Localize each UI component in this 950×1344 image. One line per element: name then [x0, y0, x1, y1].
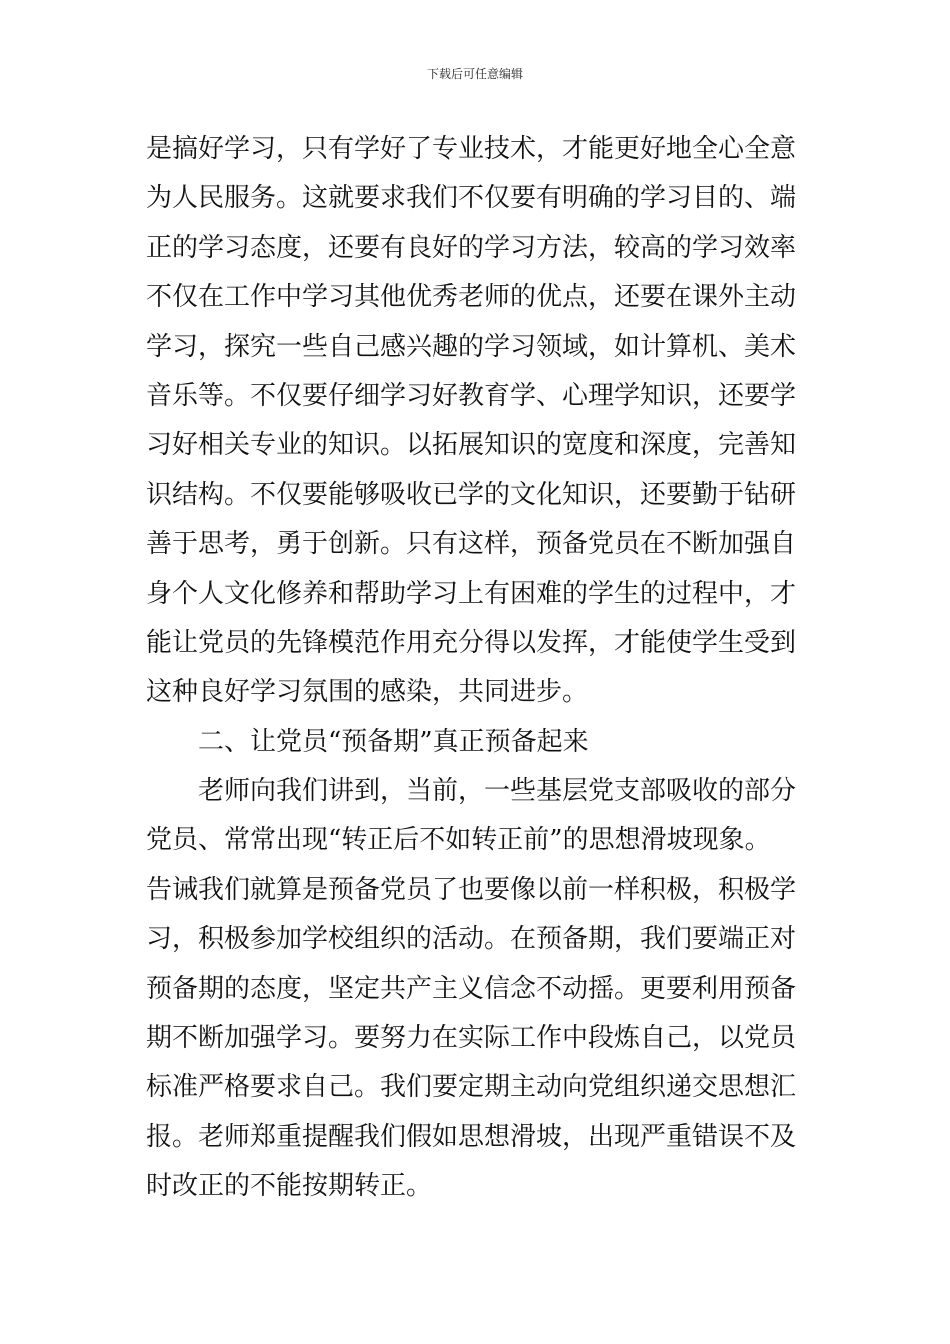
text-line: 能让党员的先锋模范作用充分得以发挥，才能使学生受到: [146, 627, 797, 658]
text-line: 老师向我们讲到，当前，一些基层党支部吸收的部分: [198, 776, 797, 807]
text-line: 善于思考，勇于创新。只有这样，预备党员在不断加强自: [146, 529, 797, 560]
text-line: 这种良好学习氛围的感染，共同进步。: [146, 677, 589, 708]
text-line: 期不断加强学习。要努力在实际工作中段炼自己，以党员: [146, 1023, 797, 1054]
text-line: 识结构。不仅要能够吸收已学的文化知识，还要勤于钻研: [146, 479, 797, 510]
text-line: 音乐等。不仅要仔细学习好教育学、心理学知识，还要学: [146, 380, 797, 411]
text-line: 不仅在工作中学习其他优秀老师的优点，还要在课外主动: [146, 282, 797, 313]
text-line: 告诫我们就算是预备党员了也要像以前一样积极，积极学: [146, 874, 797, 905]
document-body: [146, 125, 810, 1212]
text-line: 习好相关专业的知识。以拓展知识的宽度和深度，完善知: [146, 430, 797, 461]
text-line: 为人民服务。这就要求我们不仅要有明确的学习目的、端: [146, 183, 797, 214]
text-line: 党员、常常出现“转正后不如转正前”的思想滑坡现象。: [146, 825, 771, 856]
section-heading: 二、让党员“预备期”真正预备起来: [198, 726, 589, 757]
text-line: 学习，探究一些自己感兴趣的学习领域，如计算机、美术: [146, 331, 797, 362]
text-line: 预备期的态度，坚定共产主义信念不动摇。更要利用预备: [146, 973, 797, 1004]
text-line: 是搞好学习，只有学好了专业技术，才能更好地全心全意: [146, 134, 797, 164]
text-line: 习，积极参加学校组织的活动。在预备期，我们要端正对: [146, 924, 797, 955]
text-line: 正的学习态度，还要有良好的学习方法，较高的学习效率: [146, 232, 797, 263]
text-line: 时改正的不能按期转正。: [146, 1171, 433, 1202]
text-line: 身个人文化修养和帮助学习上有困难的学生的过程中，才: [146, 578, 797, 609]
text-line: 报。老师郑重提醒我们假如思想滑坡，出现严重错误不及: [146, 1121, 797, 1152]
page-header: 下载后可任意编辑: [426, 67, 523, 81]
text-line: 标准严格要求自己。我们要定期主动向党组织递交思想汇: [146, 1072, 797, 1103]
